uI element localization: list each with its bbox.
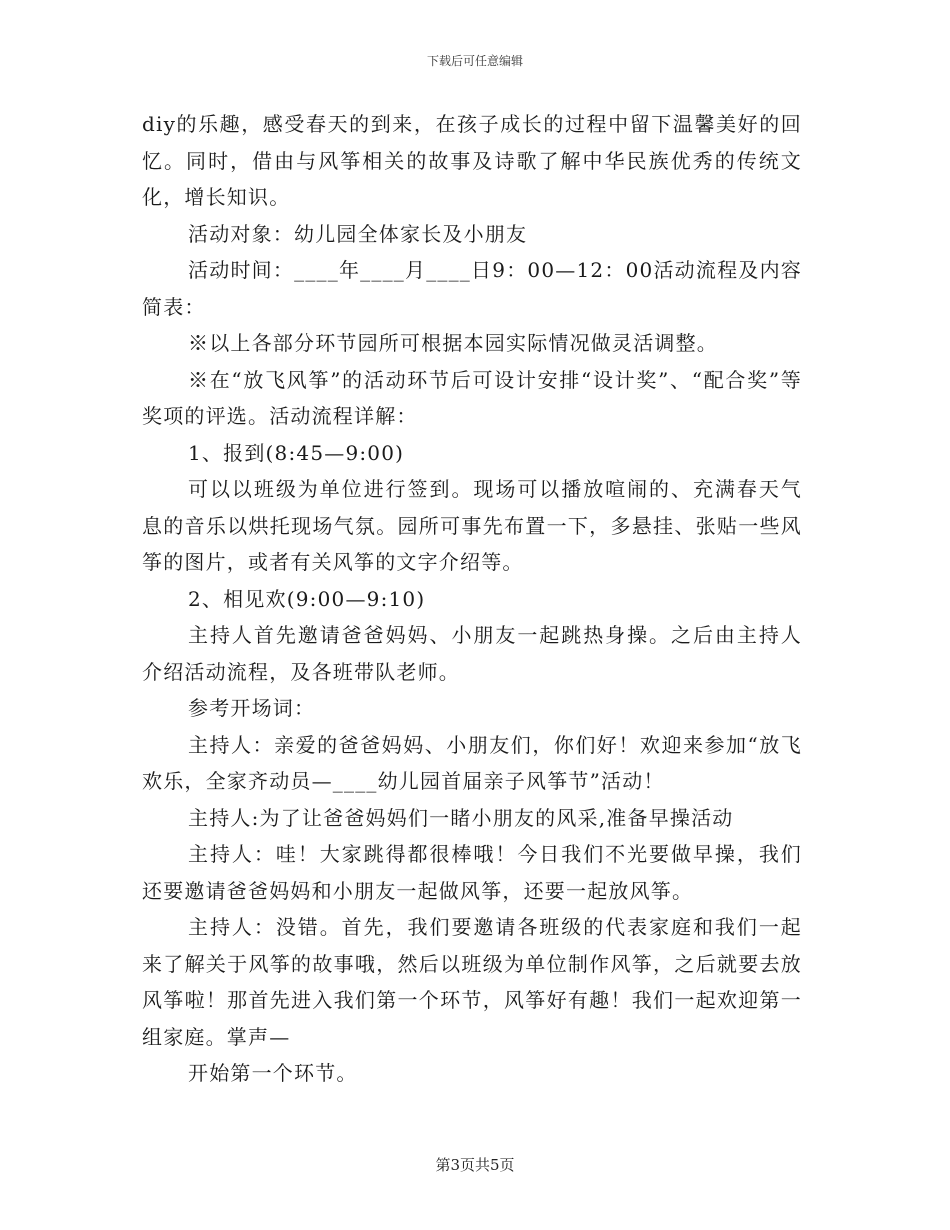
page-footer: 第3页共5页	[435, 1156, 515, 1174]
paragraph: 可以以班级为单位进行签到。现场可以播放喧闹的、充满春天气息的音乐以烘托现场气氛。园所可事先布置一下，多悬挂、张贴一些风筝的图片，或者有关风筝的文字介绍等。	[142, 477, 802, 574]
paragraph: 活动时间：____年____月____日9：00—12：00活动流程及内容简表：	[142, 258, 802, 319]
section-heading: 2、相见欢(9:00—9:10)	[188, 586, 426, 611]
paragraph: 主持人:为了让爸爸妈妈们一睹小朋友的风采,准备早操活动	[188, 805, 734, 830]
paragraph: 开始第一个环节。	[188, 1061, 358, 1085]
document-body	[142, 106, 802, 1092]
paragraph: 参考开场词：	[188, 696, 316, 720]
paragraph: 活动对象：幼儿园全体家长及小朋友	[188, 221, 528, 246]
paragraph: 主持人：哇！大家跳得都很棒哦！今日我们不光要做早操，我们还要邀请爸爸妈妈和小朋友一起做风筝，还要一起放风筝。	[142, 842, 802, 903]
paragraph: 主持人首先邀请爸爸妈妈、小朋友一起跳热身操。之后由主持人介绍活动流程，及各班带队老师。	[142, 623, 802, 684]
paragraph: ※在“放飞风筝”的活动环节后可设计安排“设计奖”、“配合奖”等奖项的评选。活动流程详解：	[142, 367, 802, 428]
paragraph: diy的乐趣，感受春天的到来，在孩子成长的过程中留下温馨美好的回忆。同时，借由与风筝相关的故事及诗歌了解中华民族优秀的传统文化，增长知识。	[142, 112, 802, 209]
section-heading: 1、报到(8:45—9:00)	[188, 440, 405, 465]
paragraph: ※以上各部分环节园所可根据本园实际情况做灵活调整。	[188, 331, 718, 355]
paragraph: 主持人：没错。首先，我们要邀请各班级的代表家庭和我们一起来了解关于风筝的故事哦，然后以班级为单位制作风筝，之后就要去放风筝啦！那首先进入我们第一个环节，风筝好有趣！我们一起欢迎第一组家庭。掌声—	[142, 915, 802, 1049]
page-header: 下载后可任意编辑	[426, 54, 523, 68]
paragraph: 主持人：亲爱的爸爸妈妈、小朋友们，你们好！欢迎来参加“放飞欢乐，全家齐动员—____幼儿园首届亲子风筝节”活动！	[142, 732, 802, 793]
